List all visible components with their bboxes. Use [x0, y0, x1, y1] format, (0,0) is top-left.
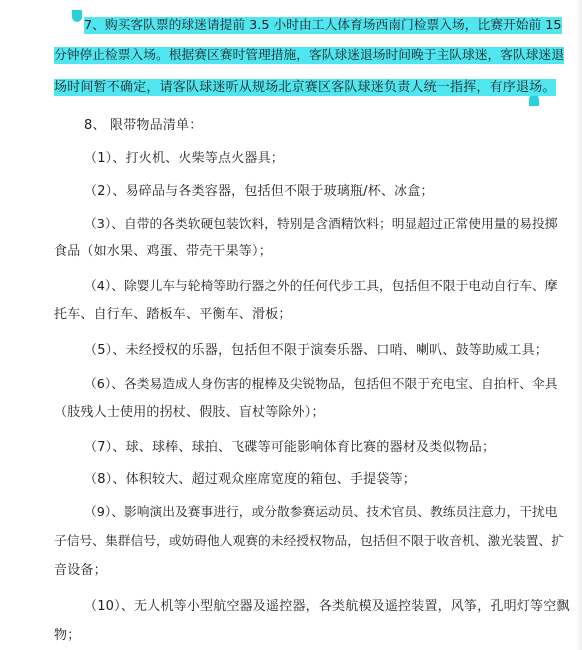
list-item: （2）、易碎品与各类容器，包括但不限于玻璃瓶/杯、冰盒； [84, 184, 434, 199]
list-item-continuation: 物； [54, 628, 81, 643]
list-item: （7）、球、球棒、球拍、飞碟等可能影响体育比赛的器材及类似物品； [84, 440, 496, 455]
item8-heading: 8、 限带物品清单： [84, 118, 203, 133]
list-item-continuation: 食品（如水果、鸡蛋、带壳干果等）； [54, 244, 272, 259]
list-item: （10）、无人机等小型航空器及遥控器，各类航模及遥控装置，风筝，孔明灯等空飘 [84, 599, 570, 614]
highlighted-text[interactable]: 分钟停止检票入场。根据赛区赛时管理措施，客队球迷退场时间晚于主队球迷，客队球迷退 [54, 48, 564, 63]
list-item-continuation: 音设备； [54, 563, 107, 578]
list-item: （9）、影响演出及赛事进行，或分散参赛运动员、技术官员、教练员注意力，干扰电 [84, 505, 558, 520]
highlighted-text[interactable]: 场时间暂不确定，请客队球迷听从规场北京赛区客队球迷负责人统一指挥，有序退场。 [54, 80, 556, 95]
item7-line-3[interactable] [54, 79, 556, 97]
list-item-continuation: 托车、自行车、踏板车、平衡车、滑板； [54, 307, 292, 322]
item7-line-2[interactable] [54, 47, 564, 65]
page-edge-shadow [576, 0, 582, 650]
list-item: （8）、体积较大、超过观众座席宽度的箱包、手提袋等； [84, 472, 416, 487]
list-item: （3）、自带的各类软硬包装饮料，特别是含酒精饮料；明显超过正常使用量的易投掷 [84, 217, 558, 232]
list-item-continuation: （肢残人士使用的拐杖、假肢、盲杖等除外）； [54, 405, 325, 420]
list-item: （1）、打火机、火柴等点火器具； [84, 151, 284, 166]
selection-start-handle[interactable] [72, 10, 82, 22]
list-item: （6）、各类易造成人身伤害的棍棒及尖锐物品，包括但不限于充电宝、自拍杆、伞具 [84, 377, 558, 392]
list-item: （4）、除婴儿车与轮椅等助行器之外的任何代步工具，包括但不限于电动自行车、摩 [84, 279, 558, 294]
item7-line-1[interactable] [84, 17, 562, 35]
list-item-continuation: 子信号、集群信号，或妨碍他人观赛的未经授权物品，包括但不限于收音机、激光装置、扩 [54, 534, 564, 549]
highlighted-text[interactable]: 7、购买客队票的球迷请提前 3.5 小时由工人体育场西南门检票入场，比赛开始前 15 [84, 18, 562, 33]
list-item: （5）、未经授权的乐器，包括但不限于演奏乐器、口哨、喇叭、鼓等助威工具； [84, 343, 548, 358]
